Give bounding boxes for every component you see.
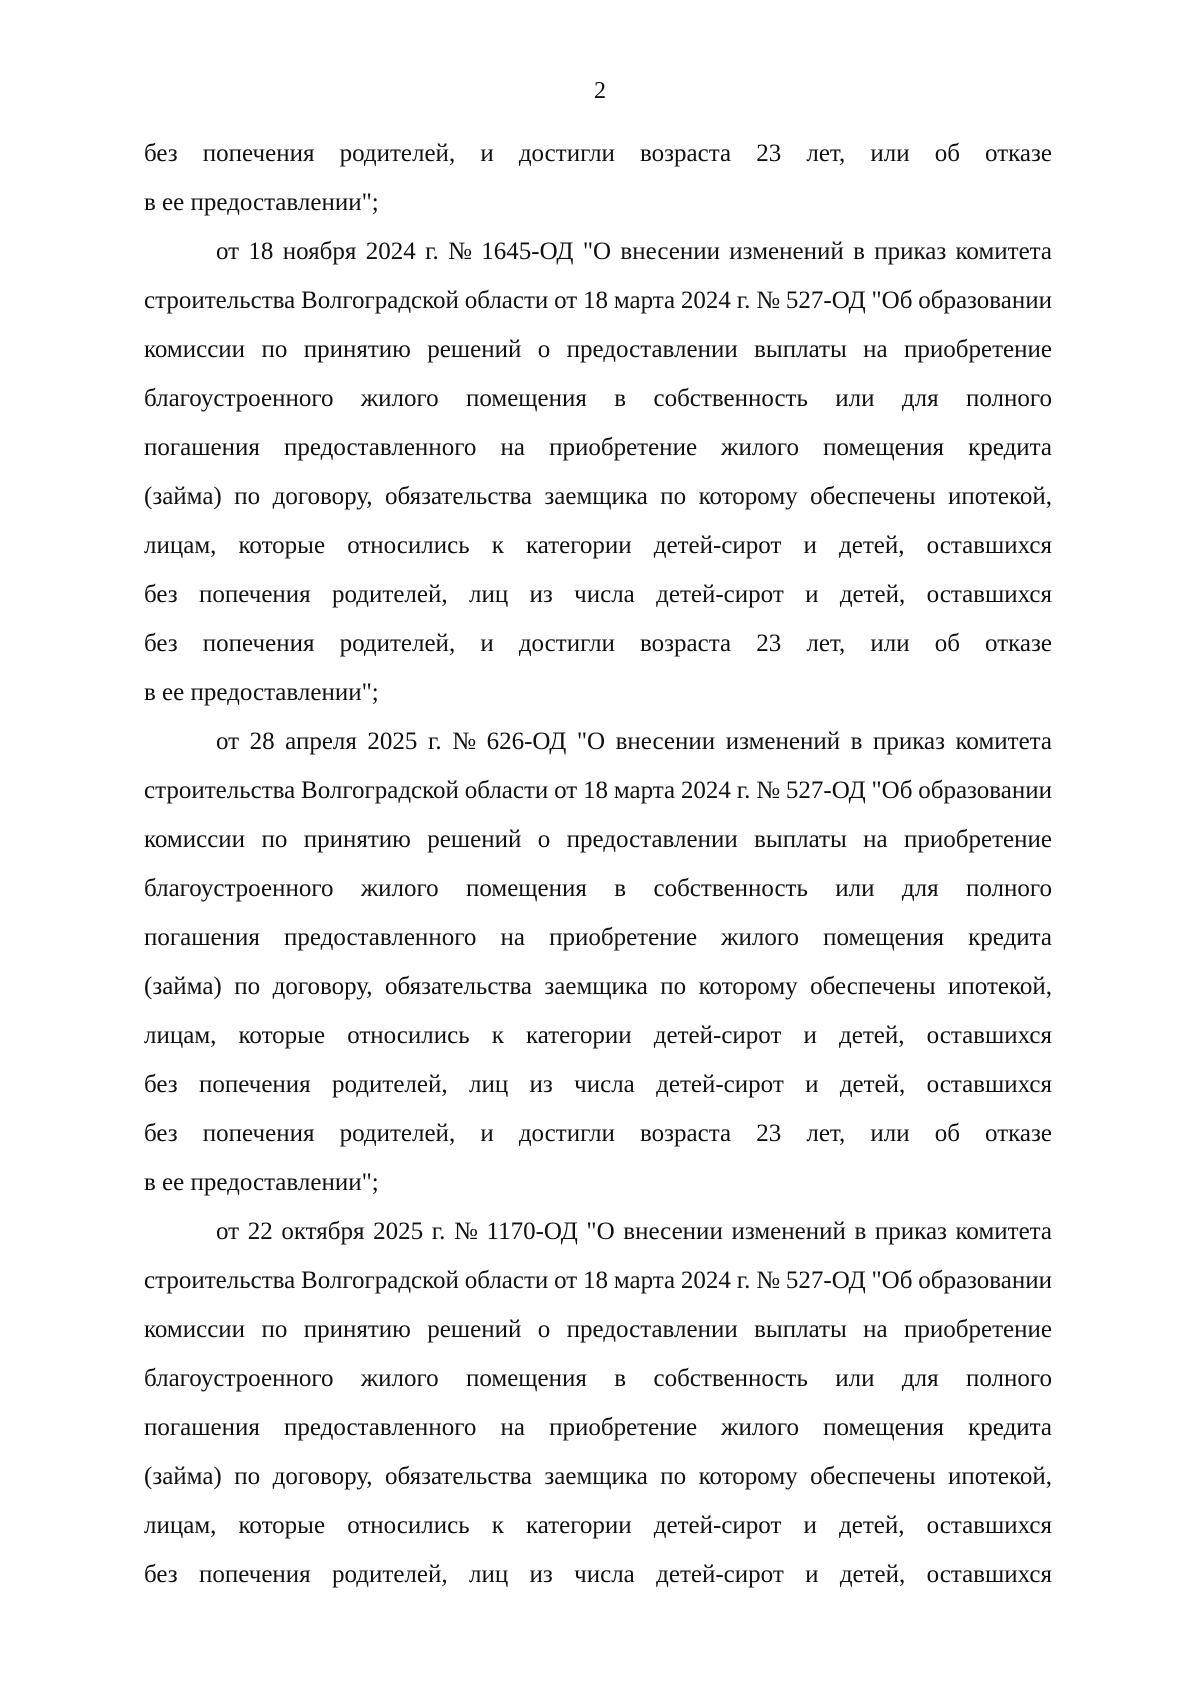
paragraph-amendment-2025-10-22 [144,1207,1052,1599]
text-line: от 22 октября 2025 г. № 1170-ОД "О внесении изменений в приказ комитета [216,1218,1052,1245]
text-line: в ее предоставлении"; [144,1169,379,1196]
text-line: погашения предоставленного на приобретение жилого помещения кредита [144,924,1052,951]
text-line: лицам, которые относились к категории детей-сирот и детей, оставшихся [144,1512,1052,1539]
text-line: строительства Волгоградской области от 18 марта 2024 г. № 527-ОД "Об образовании [144,777,1052,804]
text-line: благоустроенного жилого помещения в собственность или для полного [144,875,1052,902]
text-line: комиссии по принятию решений о предоставлении выплаты на приобретение [144,826,1052,853]
paragraph-amendment-2025-04-28 [144,717,1052,1207]
text-line: погашения предоставленного на приобретение жилого помещения кредита [144,1414,1052,1441]
page-number: 2 [594,78,606,104]
paragraph-continuation [144,129,1052,227]
text-line: лицам, которые относились к категории детей-сирот и детей, оставшихся [144,532,1052,559]
text-line: в ее предоставлении"; [144,189,379,216]
document-body [144,129,1052,1599]
text-line: без попечения родителей, и достигли возраста 23 лет, или об отказе [144,630,1052,657]
text-line: строительства Волгоградской области от 18 марта 2024 г. № 527-ОД "Об образовании [144,287,1052,314]
text-line: (займа) по договору, обязательства заемщика по которому обеспечены ипотекой, [144,973,1052,1000]
text-line: лицам, которые относились к категории детей-сирот и детей, оставшихся [144,1022,1052,1049]
text-line: без попечения родителей, и достигли возраста 23 лет, или об отказе [144,140,1052,167]
text-line: в ее предоставлении"; [144,679,379,706]
text-line: погашения предоставленного на приобретение жилого помещения кредита [144,434,1052,461]
text-line: комиссии по принятию решений о предоставлении выплаты на приобретение [144,336,1052,363]
text-line: (займа) по договору, обязательства заемщика по которому обеспечены ипотекой, [144,1463,1052,1490]
text-line: от 18 ноября 2024 г. № 1645-ОД "О внесении изменений в приказ комитета [216,238,1052,265]
text-line: строительства Волгоградской области от 18 марта 2024 г. № 527-ОД "Об образовании [144,1267,1052,1294]
text-line: (займа) по договору, обязательства заемщика по которому обеспечены ипотекой, [144,483,1052,510]
text-line: от 28 апреля 2025 г. № 626-ОД "О внесении изменений в приказ комитета [216,728,1052,755]
text-line: комиссии по принятию решений о предоставлении выплаты на приобретение [144,1316,1052,1343]
text-line: без попечения родителей, лиц из числа детей-сирот и детей, оставшихся [144,581,1052,608]
text-line: без попечения родителей, лиц из числа детей-сирот и детей, оставшихся [144,1561,1052,1588]
text-line: благоустроенного жилого помещения в собственность или для полного [144,385,1052,412]
text-line: без попечения родителей, лиц из числа детей-сирот и детей, оставшихся [144,1071,1052,1098]
paragraph-amendment-2024-11-18 [144,227,1052,717]
text-line: без попечения родителей, и достигли возраста 23 лет, или об отказе [144,1120,1052,1147]
text-line: благоустроенного жилого помещения в собственность или для полного [144,1365,1052,1392]
